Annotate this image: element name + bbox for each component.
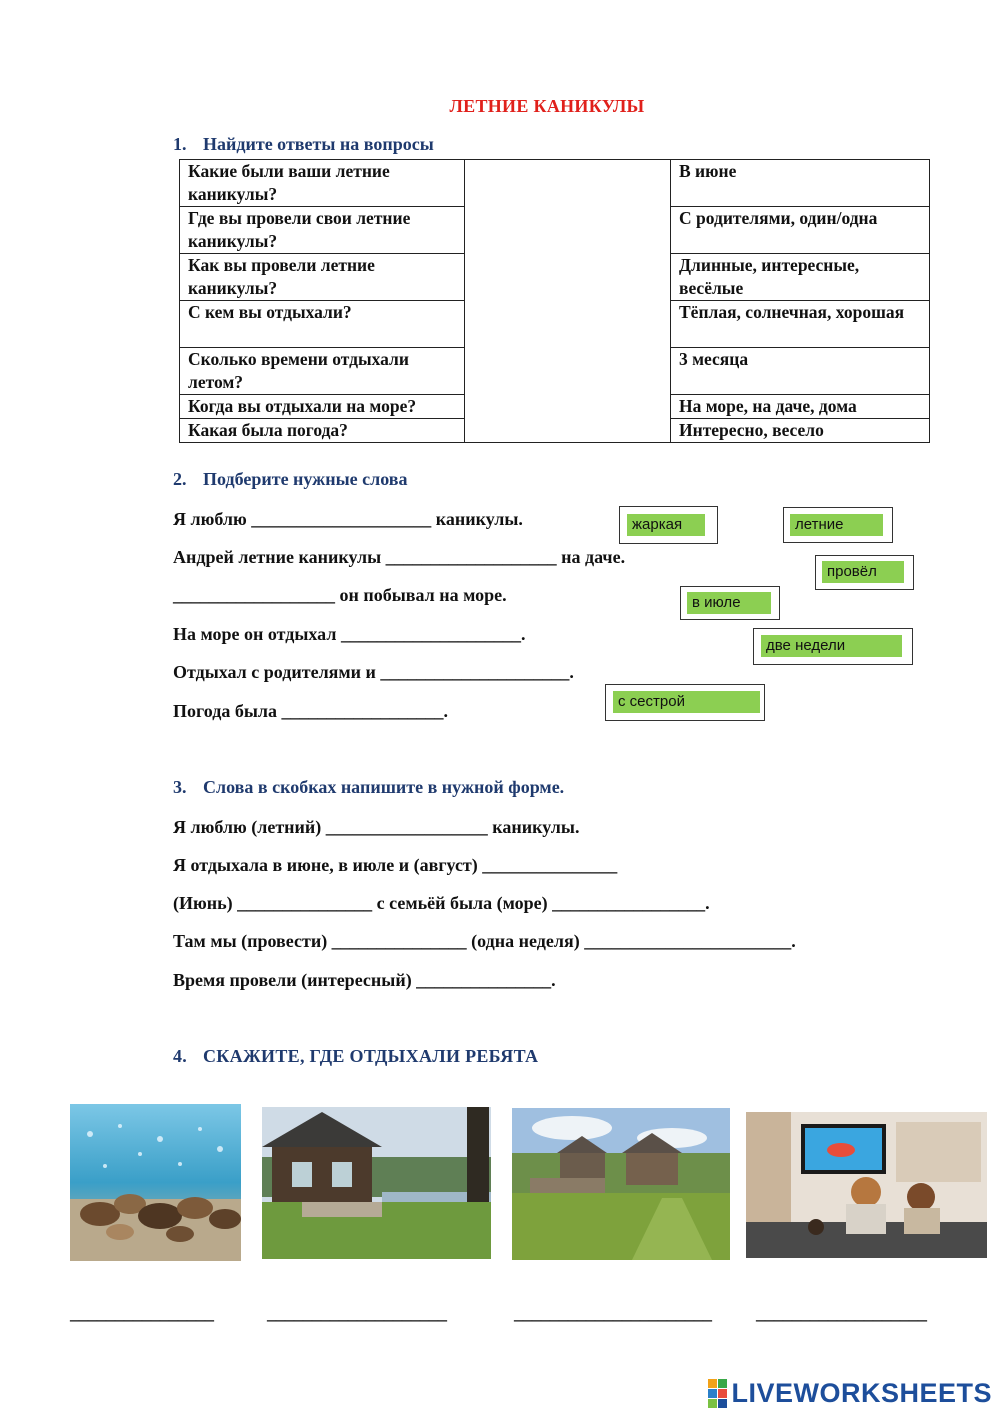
logo-mark-icon — [708, 1379, 727, 1408]
answer-cell: В июне — [671, 160, 930, 207]
word-chip-label: с сестрой — [613, 691, 760, 713]
question-cell: Как вы провели летние каникулы? — [180, 254, 465, 301]
section-3-number: 3. — [173, 777, 187, 797]
word-chip-label: две недели — [761, 635, 902, 657]
answer-cell: Интересно, весело — [671, 419, 930, 443]
section-1-heading — [173, 134, 434, 155]
section-4-heading — [173, 1046, 538, 1067]
fill-sentence[interactable]: Погода была __________________. — [173, 701, 448, 721]
answer-drop-zone[interactable] — [465, 160, 671, 443]
sea-shells-photo — [70, 1104, 241, 1261]
fill-sentence[interactable]: Время провели (интересный) _______________. — [173, 970, 556, 990]
fill-sentence[interactable]: Я отдыхала в июне, в июле и (август) _______________ — [173, 855, 618, 875]
question-cell: Какая была погода? — [180, 419, 465, 443]
question-cell: Когда вы отдыхали на море? — [180, 395, 465, 419]
section-4-number: 4. — [173, 1046, 188, 1066]
photo-answer-blank[interactable]: ____________________ — [267, 1303, 447, 1323]
answer-cell: Длинные, интересные, весёлые — [671, 254, 930, 301]
section-2-number: 2. — [173, 469, 187, 489]
word-chip-label: летние — [790, 514, 883, 536]
section-1-title: Найдите ответы на вопросы — [203, 134, 434, 154]
section-4-title: СКАЖИТЕ, ГДЕ ОТДЫХАЛИ РЕБЯТА — [203, 1046, 539, 1066]
village-houses-photo — [512, 1108, 730, 1260]
word-chip-dve-nedeli[interactable] — [753, 628, 913, 665]
answer-cell: Тёплая, солнечная, хорошая — [671, 301, 930, 348]
liveworksheets-logo — [708, 1378, 992, 1409]
lake-cabin-photo — [262, 1107, 491, 1259]
fill-sentence[interactable]: Я люблю ____________________ каникулы. — [173, 509, 523, 529]
logo-text: LIVEWORKSHEETS — [731, 1378, 992, 1408]
question-cell: Какие были ваши летние каникулы? — [180, 160, 465, 207]
fill-sentence[interactable]: На море он отдыхал ____________________. — [173, 624, 526, 644]
word-chip-provel[interactable] — [815, 555, 914, 590]
family-tv-photo — [746, 1112, 987, 1258]
question-cell: Где вы провели свои летние каникулы? — [180, 207, 465, 254]
question-cell: Сколько времени отдыхали летом? — [180, 348, 465, 395]
answer-cell: 3 месяца — [671, 348, 930, 395]
answer-cell: С родителями, один/одна — [671, 207, 930, 254]
section-1-number: 1. — [173, 134, 187, 154]
section-3-heading — [173, 777, 564, 798]
word-chip-label: жаркая — [627, 514, 705, 536]
photo-answer-blank[interactable]: ___________________ — [756, 1303, 927, 1323]
section-2-title: Подберите нужные слова — [203, 469, 408, 489]
section-2-heading — [173, 469, 408, 490]
fill-sentence[interactable]: Я люблю (летний) __________________ каникулы. — [173, 817, 580, 837]
section-3-title: Слова в скобках напишите в нужной форме. — [203, 777, 565, 797]
photo-answer-blank[interactable]: ________________ — [70, 1303, 214, 1323]
fill-sentence[interactable]: Андрей летние каникулы ___________________ на даче. — [173, 547, 626, 567]
fill-sentence[interactable]: (Июнь) _______________ с семьёй была (море) _________________. — [173, 893, 710, 913]
photo-answer-blank[interactable]: ______________________ — [514, 1303, 712, 1323]
table-row — [180, 160, 930, 207]
fill-sentence[interactable]: Отдыхал с родителями и _____________________. — [173, 662, 574, 682]
word-chip-v-iyule[interactable] — [680, 586, 780, 620]
fill-sentence[interactable]: __________________ он побывал на море. — [173, 585, 507, 605]
page-title: ЛЕТНИЕ КАНИКУЛЫ — [449, 96, 645, 116]
fill-sentence[interactable]: Там мы (провести) _______________ (одна неделя) _______________________. — [173, 931, 796, 951]
word-chip-label: провёл — [822, 561, 904, 583]
word-chip-label: в июле — [687, 592, 771, 614]
answer-cell: На море, на даче, дома — [671, 395, 930, 419]
word-chip-s-sestroy[interactable] — [605, 684, 765, 721]
qa-table — [179, 159, 930, 443]
word-chip-zharkaya[interactable] — [619, 506, 718, 544]
word-chip-letnie[interactable] — [783, 507, 893, 543]
question-cell: С кем вы отдыхали? — [180, 301, 465, 348]
